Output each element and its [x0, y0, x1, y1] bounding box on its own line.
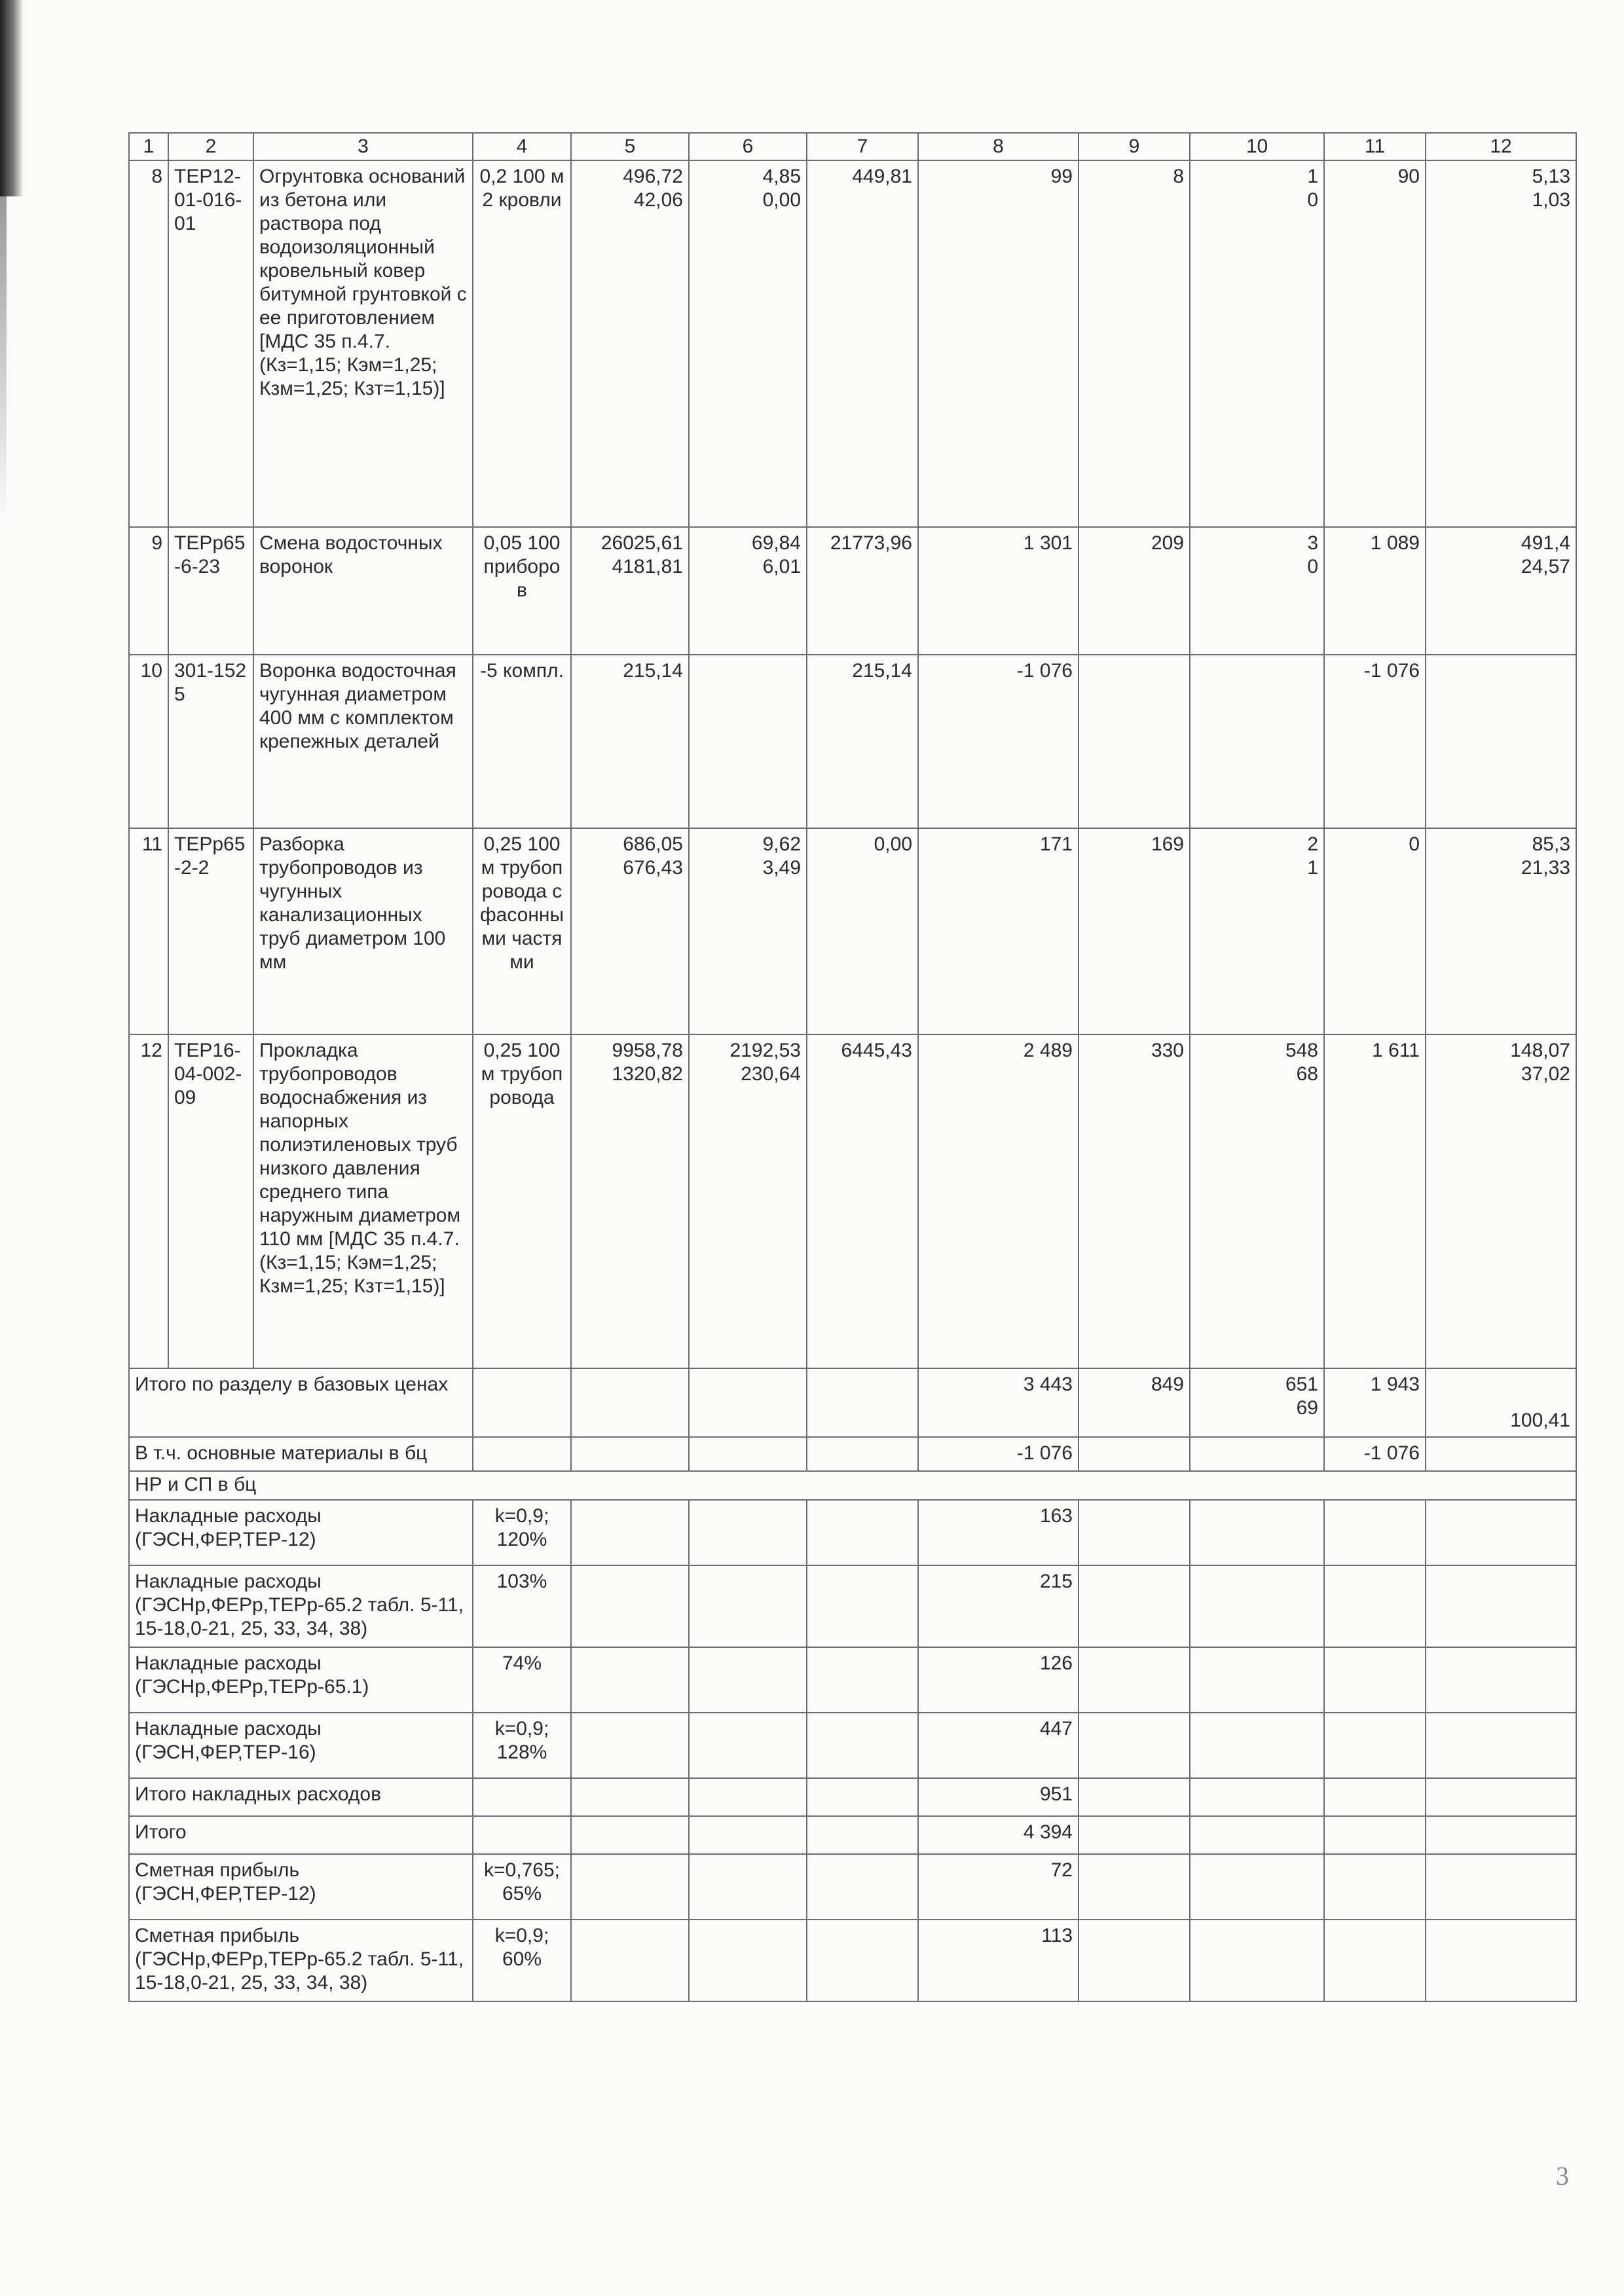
column-number-6: 6 [689, 133, 807, 160]
cell-line: 496,72 [623, 166, 683, 187]
estimate-row [129, 828, 1576, 1034]
rate-code: ТЕРр65-6-23 [168, 527, 253, 655]
overhead-coefficient: k=0,9; 120% [473, 1500, 571, 1565]
empty-cell [1079, 1500, 1190, 1565]
overhead-label: Накладные расходы (ГЭСН,ФЕР,ТЕР-12) [129, 1500, 473, 1565]
empty-cell [1426, 1647, 1576, 1713]
empty-cell [1079, 1437, 1190, 1471]
column-number-9: 9 [1079, 133, 1190, 160]
cell-line: 3,49 [762, 857, 801, 879]
empty-cell [1426, 1816, 1576, 1854]
section-total-labor: 849 [1079, 1368, 1190, 1437]
cell-line: 4,85 [762, 166, 801, 187]
cell-line: 2192,53 [729, 1040, 801, 1061]
empty-cell [807, 1920, 918, 2001]
empty-cell [571, 1778, 689, 1816]
column-number-row [129, 133, 1576, 160]
total-labor: 330 [1079, 1034, 1190, 1368]
empty-cell [473, 1437, 571, 1471]
overhead-amount: 4 394 [918, 1816, 1079, 1854]
empty-cell [689, 1920, 807, 2001]
unit-quantity: 0,25 100 м трубопровода [473, 1034, 571, 1368]
overhead-row [129, 1778, 1576, 1816]
total-labor: 8 [1079, 160, 1190, 527]
cell-line: 9,62 [762, 833, 801, 855]
empty-cell [689, 1500, 807, 1565]
empty-cell [1324, 1920, 1426, 2001]
empty-cell [1426, 1854, 1576, 1920]
column-number-10: 10 [1190, 133, 1324, 160]
cell-line: 651 [1285, 1374, 1318, 1395]
unit-cost-total [571, 160, 689, 527]
overhead-amount: 215 [918, 1565, 1079, 1647]
cell-line: 491,4 [1521, 532, 1570, 554]
cell-line: 1320,82 [612, 1063, 683, 1085]
total-cost: 2 489 [918, 1034, 1079, 1368]
cell-line: 1 [1307, 166, 1318, 187]
overhead-label: Накладные расходы (ГЭСНр,ФЕРр,ТЕРр-65.1) [129, 1647, 473, 1713]
total-materials: 1 089 [1324, 527, 1426, 655]
cell-line: 2 [1307, 833, 1318, 855]
total-machines [1190, 1034, 1324, 1368]
empty-cell [1190, 1500, 1324, 1565]
cell-line: 148,07 [1510, 1040, 1570, 1061]
empty-cell [689, 1713, 807, 1778]
cell-line: 230,64 [741, 1063, 801, 1085]
unit-quantity: -5 компл. [473, 655, 571, 828]
unit-cost-machines [689, 160, 807, 527]
empty-cell [1190, 1565, 1324, 1647]
empty-cell [571, 1565, 689, 1647]
cell-line: 9958,78 [612, 1040, 683, 1061]
total-materials: 90 [1324, 160, 1426, 527]
overhead-row [129, 1816, 1576, 1854]
scan-edge-shadow [0, 0, 24, 196]
empty-cell [807, 1816, 918, 1854]
overhead-amount: 163 [918, 1500, 1079, 1565]
row-number: 11 [129, 828, 168, 1034]
empty-cell [807, 1854, 918, 1920]
unit-quantity: 0,05 100 приборов [473, 527, 571, 655]
total-machines [1190, 655, 1324, 828]
work-description: Прокладка трубопроводов водоснабжения из напорных полиэтиленовых труб низкого давления среднего типа наружным диаметром 110 мм [МДС 35 п.4.7. (Кз=1,15; Кэм=1,25; Кзм=1,25; Кзт=1,15)] [253, 1034, 473, 1368]
materials-cost: -1 076 [918, 1437, 1079, 1471]
cell-line: 0 [1307, 556, 1318, 577]
labor-hours [1426, 160, 1576, 527]
empty-cell [1079, 1647, 1190, 1713]
overheads-header: НР и СП в бц [129, 1471, 1576, 1500]
empty-cell [1190, 1920, 1324, 2001]
column-number-3: 3 [253, 133, 473, 160]
cell-line: 548 [1285, 1040, 1318, 1061]
column-number-5: 5 [571, 133, 689, 160]
overhead-coefficient: 74% [473, 1647, 571, 1713]
cell-line: 69,84 [751, 532, 801, 554]
work-description: Смена водосточных воронок [253, 527, 473, 655]
page-number: 3 [1556, 2161, 1569, 2191]
overhead-row [129, 1500, 1576, 1565]
empty-cell [807, 1713, 918, 1778]
empty-cell [1426, 1920, 1576, 2001]
overhead-coefficient: 103% [473, 1565, 571, 1647]
cell-line: 1,03 [1532, 189, 1570, 211]
empty-cell [571, 1854, 689, 1920]
rate-code: ТЕР12-01-016-01 [168, 160, 253, 527]
empty-cell [689, 1816, 807, 1854]
cell-line: 69 [1296, 1397, 1318, 1419]
empty-cell [571, 1500, 689, 1565]
cell-line: 5,13 [1532, 166, 1570, 187]
empty-cell [1324, 1713, 1426, 1778]
row-number: 10 [129, 655, 168, 828]
estimate-row [129, 655, 1576, 828]
cell-line: 42,06 [633, 189, 683, 211]
estimate-row [129, 160, 1576, 527]
overhead-row [129, 1854, 1576, 1920]
unit-cost-total [571, 655, 689, 828]
cell-line: 0 [1307, 189, 1318, 211]
empty-cell [807, 1647, 918, 1713]
section-total-label: Итого по разделу в базовых ценах [129, 1368, 473, 1437]
total-materials: 0 [1324, 828, 1426, 1034]
cell-line: 26025,61 [600, 532, 683, 554]
empty-cell [807, 1778, 918, 1816]
overhead-amount: 126 [918, 1647, 1079, 1713]
empty-cell [1190, 1816, 1324, 1854]
empty-cell [1190, 1437, 1324, 1471]
empty-cell [1324, 1778, 1426, 1816]
empty-cell [571, 1437, 689, 1471]
total-materials: -1 076 [1324, 655, 1426, 828]
empty-cell [1426, 1565, 1576, 1647]
unit-cost-total [571, 527, 689, 655]
empty-cell [1079, 1778, 1190, 1816]
section-total-cost: 3 443 [918, 1368, 1079, 1437]
empty-cell [571, 1920, 689, 2001]
empty-cell [1079, 1920, 1190, 2001]
cell-line: 6,01 [762, 556, 801, 577]
empty-cell [1079, 1816, 1190, 1854]
overhead-label: Итого накладных расходов [129, 1778, 473, 1816]
empty-cell [1426, 1713, 1576, 1778]
cell-line: 85,3 [1532, 833, 1570, 855]
unit-cost-machines [689, 1034, 807, 1368]
overhead-coefficient: k=0,765; 65% [473, 1854, 571, 1920]
row-number: 8 [129, 160, 168, 527]
unit-cost-machines [689, 527, 807, 655]
cell-line: 3 [1307, 532, 1318, 554]
overhead-coefficient: k=0,9; 128% [473, 1713, 571, 1778]
unit-cost-materials: 6445,43 [807, 1034, 918, 1368]
estimate-table [128, 132, 1577, 2002]
overhead-row [129, 1920, 1576, 2001]
section-total-machines [1190, 1368, 1324, 1437]
column-number-11: 11 [1324, 133, 1426, 160]
empty-cell [689, 1647, 807, 1713]
estimate-row [129, 1034, 1576, 1368]
labor-hours [1426, 527, 1576, 655]
column-number-8: 8 [918, 133, 1079, 160]
unit-cost-materials: 21773,96 [807, 527, 918, 655]
overhead-amount: 447 [918, 1713, 1079, 1778]
materials-row [129, 1437, 1576, 1471]
unit-cost-materials: 215,14 [807, 655, 918, 828]
column-number-2: 2 [168, 133, 253, 160]
estimate-row [129, 527, 1576, 655]
empty-cell [1324, 1816, 1426, 1854]
column-number-12: 12 [1426, 133, 1576, 160]
unit-cost-materials: 449,81 [807, 160, 918, 527]
total-labor: 209 [1079, 527, 1190, 655]
row-number: 12 [129, 1034, 168, 1368]
total-cost: 171 [918, 828, 1079, 1034]
cell-line: 21,33 [1521, 857, 1570, 879]
overhead-label: Итого [129, 1816, 473, 1854]
cell-line: 68 [1296, 1063, 1318, 1085]
cell-line: 0,00 [762, 189, 801, 211]
empty-cell [1426, 1778, 1576, 1816]
labor-hours [1426, 1034, 1576, 1368]
overhead-coefficient [473, 1816, 571, 1854]
empty-cell [571, 1713, 689, 1778]
overhead-row [129, 1565, 1576, 1647]
total-labor: 169 [1079, 828, 1190, 1034]
unit-quantity: 0,2 100 м2 кровли [473, 160, 571, 527]
column-number-1: 1 [129, 133, 168, 160]
work-description: Воронка водосточная чугунная диаметром 400 мм с комплектом крепежных деталей [253, 655, 473, 828]
total-materials: 1 611 [1324, 1034, 1426, 1368]
empty-cell [1079, 1854, 1190, 1920]
column-number-4: 4 [473, 133, 571, 160]
empty-cell [1190, 1854, 1324, 1920]
work-description: Разборка трубопроводов из чугунных канализационных труб диаметром 100 мм [253, 828, 473, 1034]
materials-total: -1 076 [1324, 1437, 1426, 1471]
section-total-row [129, 1368, 1576, 1437]
empty-cell [1190, 1713, 1324, 1778]
empty-cell [571, 1647, 689, 1713]
unit-cost-machines [689, 828, 807, 1034]
empty-cell [1190, 1778, 1324, 1816]
cell-line: 37,02 [1521, 1063, 1570, 1085]
empty-cell [689, 1368, 807, 1437]
unit-cost-machines [689, 655, 807, 828]
total-machines [1190, 160, 1324, 527]
column-number-7: 7 [807, 133, 918, 160]
overhead-row [129, 1647, 1576, 1713]
empty-cell [1190, 1647, 1324, 1713]
empty-cell [807, 1565, 918, 1647]
scan-edge-shadow-lower [0, 196, 7, 524]
overhead-amount: 72 [918, 1854, 1079, 1920]
section-total-hours: 100,41 [1426, 1368, 1576, 1437]
total-cost: 99 [918, 160, 1079, 527]
overhead-label: Накладные расходы (ГЭСН,ФЕР,ТЕР-16) [129, 1713, 473, 1778]
overhead-coefficient [473, 1778, 571, 1816]
materials-label: В т.ч. основные материалы в бц [129, 1437, 473, 1471]
cell-line: 1 [1307, 857, 1318, 879]
labor-hours [1426, 828, 1576, 1034]
section-total-materials: 1 943 [1324, 1368, 1426, 1437]
empty-cell [689, 1565, 807, 1647]
rate-code: 301-1525 [168, 655, 253, 828]
row-number: 9 [129, 527, 168, 655]
empty-cell [689, 1854, 807, 1920]
overhead-label: Сметная прибыль (ГЭСН,ФЕР,ТЕР-12) [129, 1854, 473, 1920]
empty-cell [807, 1500, 918, 1565]
empty-cell [1324, 1565, 1426, 1647]
empty-cell [1426, 1437, 1576, 1471]
empty-cell [807, 1437, 918, 1471]
total-cost: 1 301 [918, 527, 1079, 655]
overheads-header-row [129, 1471, 1576, 1500]
cell-line: 686,05 [623, 833, 683, 855]
unit-cost-total [571, 1034, 689, 1368]
overhead-amount: 113 [918, 1920, 1079, 2001]
overhead-coefficient: k=0,9; 60% [473, 1920, 571, 2001]
empty-cell [807, 1368, 918, 1437]
overhead-label: Накладные расходы (ГЭСНр,ФЕРр,ТЕРр-65.2 табл. 5-11, 15-18,0-21, 25, 33, 34, 38) [129, 1565, 473, 1647]
empty-cell [689, 1437, 807, 1471]
rate-code: ТЕРр65-2-2 [168, 828, 253, 1034]
empty-cell [571, 1368, 689, 1437]
cell-line: 4181,81 [612, 556, 683, 577]
rate-code: ТЕР16-04-002-09 [168, 1034, 253, 1368]
cell-line: 215,14 [623, 660, 683, 682]
empty-cell [1079, 1713, 1190, 1778]
cell-line: 24,57 [1521, 556, 1570, 577]
unit-quantity: 0,25 100 м трубопровода с фасонными частями [473, 828, 571, 1034]
total-machines [1190, 828, 1324, 1034]
total-machines [1190, 527, 1324, 655]
work-description: Огрунтовка оснований из бетона или раствора под водоизоляционный кровельный ковер битумной грунтовкой с ее приготовлением [МДС 35 п.4.7. (Кз=1,15; Кэм=1,25; Кзм=1,25; Кзт=1,15)] [253, 160, 473, 527]
labor-hours [1426, 655, 1576, 828]
overhead-label: Сметная прибыль (ГЭСНр,ФЕРр,ТЕРр-65.2 табл. 5-11, 15-18,0-21, 25, 33, 34, 38) [129, 1920, 473, 2001]
total-cost: -1 076 [918, 655, 1079, 828]
empty-cell [571, 1816, 689, 1854]
unit-cost-total [571, 828, 689, 1034]
empty-cell [1324, 1500, 1426, 1565]
empty-cell [1426, 1500, 1576, 1565]
empty-cell [689, 1778, 807, 1816]
overhead-row [129, 1713, 1576, 1778]
total-labor [1079, 655, 1190, 828]
cell-line: 676,43 [623, 857, 683, 879]
empty-cell [473, 1368, 571, 1437]
empty-cell [1079, 1565, 1190, 1647]
overhead-amount: 951 [918, 1778, 1079, 1816]
empty-cell [1324, 1647, 1426, 1713]
empty-cell [1324, 1854, 1426, 1920]
unit-cost-materials: 0,00 [807, 828, 918, 1034]
